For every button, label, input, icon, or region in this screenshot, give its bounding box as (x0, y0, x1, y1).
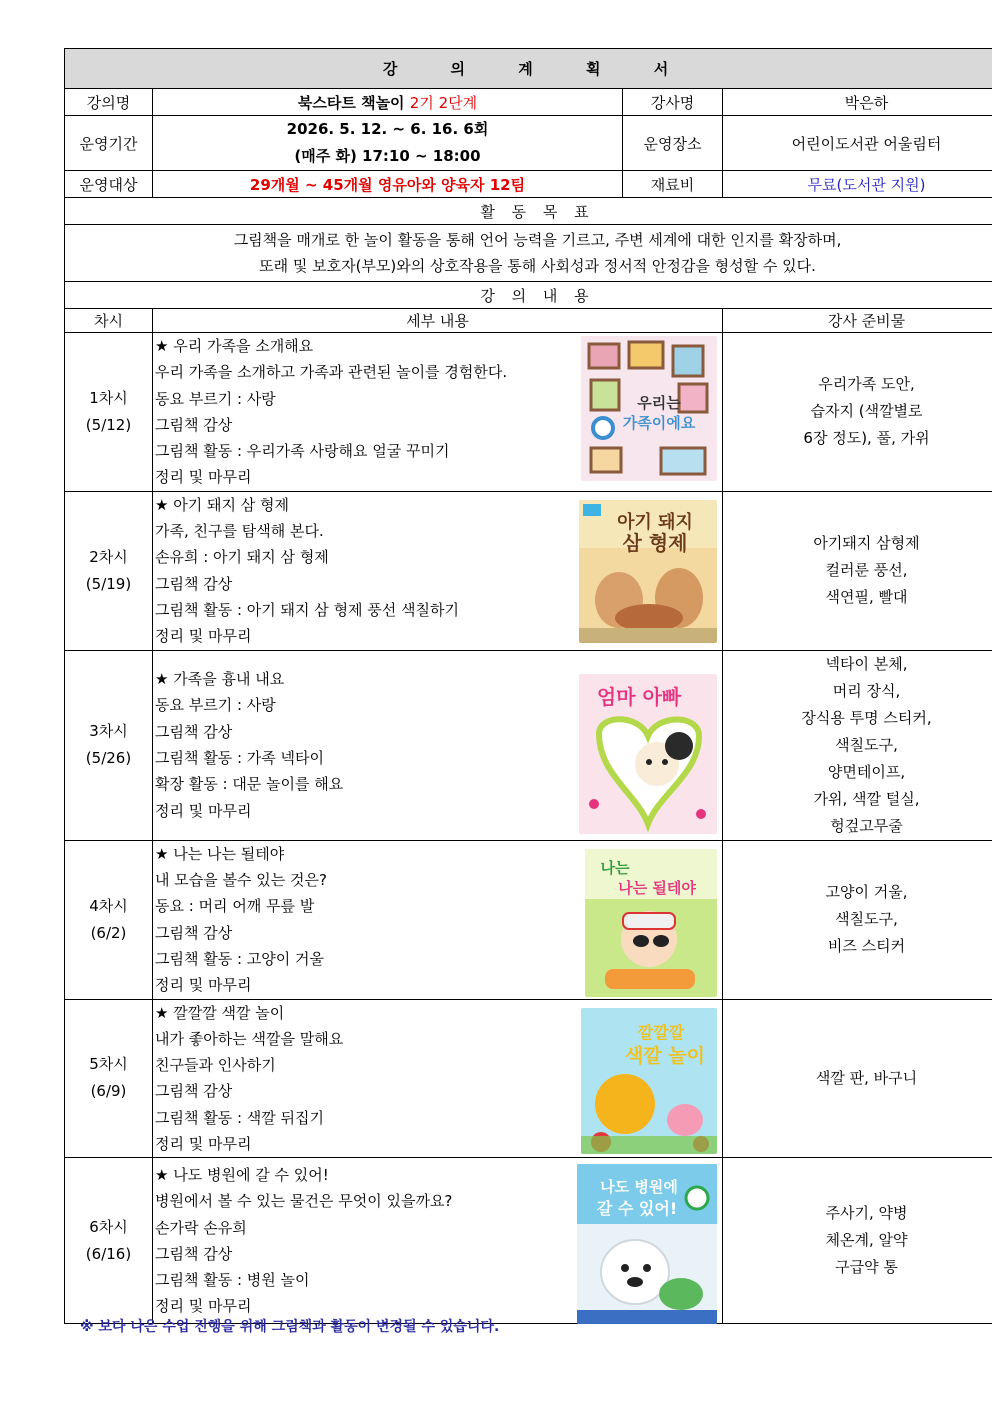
book-cover-hospital (577, 1164, 717, 1324)
session-prep: 아기돼지 삼형제 컬러룬 풍선, 색연필, 빨대 (723, 491, 992, 650)
session-prep: 넥타이 본체, 머리 장식, 장식용 투명 스티커, 색칠도구, 양면테이프, 가위, 색깔 털실, 헝겊고무줄 (723, 650, 992, 840)
session-row-4 (65, 840, 992, 999)
goal-text: 그림책을 매개로 한 놀이 활동을 통해 언어 능력을 기르고, 주변 세계에 대한 인지를 확장하며, 또래 및 보호자(부모)와의 상호작용을 통해 사회성과 정서적 안정감을 형성할 수 있다. (65, 225, 992, 282)
session-detail: ★ 나도 병원에 갈 수 있어! 병원에서 볼 수 있는 물건은 무엇이 있을까요? 손가락 손유희 그림책 감상 그림책 활동 : 병원 놀이 정리 및 마무리 나도 병원에 갈 수 있어! (153, 1158, 723, 1324)
session-cell: 1차시 (5/12) (65, 333, 153, 492)
svg-text:가족이에요: 가족이에요 (622, 414, 696, 432)
col-session-header: 차시 (65, 309, 153, 333)
session-cell: 6차시 (6/16) (65, 1158, 153, 1324)
book-cover-i-will-be (585, 849, 717, 997)
svg-text:깔깔깔: 깔깔깔 (637, 1022, 685, 1042)
target-value: 29개월 ~ 45개월 영유아와 양육자 12팀 (153, 171, 623, 198)
svg-text:갈 수 있어!: 갈 수 있어! (596, 1198, 678, 1218)
instructor-label: 강사명 (623, 89, 723, 116)
session-detail: ★ 가족을 흉내 내요 동요 부르기 : 사랑 그림책 감상 그림책 활동 : 가족 넥타이 확장 활동 : 대문 놀이를 해요 정리 및 마무리 엄마 아빠 (153, 650, 723, 840)
lecture-name-label: 강의명 (65, 89, 153, 116)
session-detail: ★ 나는 나는 될테야 내 모습을 볼수 있는 것은? 동요 : 머리 어깨 무릎 발 그림책 감상 그림책 활동 : 고양이 거울 정리 및 마무리 나는 나는 될테야 (153, 840, 723, 999)
svg-text:나는 될테야: 나는 될테야 (618, 878, 696, 897)
lecture-name-value: 북스타트 책놀이 2기 2단계 (153, 89, 623, 116)
goal-header: 활 동 목 표 (65, 198, 992, 225)
fee-label: 재료비 (623, 171, 723, 198)
session-cell: 4차시 (6/2) (65, 840, 153, 999)
session-row-6 (65, 1158, 992, 1324)
svg-text:삼 형제: 삼 형제 (622, 530, 688, 555)
session-cell: 5차시 (6/9) (65, 999, 153, 1158)
session-row-1 (65, 333, 992, 492)
book-cover-mom-dad (579, 674, 717, 834)
session-prep: 우리가족 도안, 습자지 (색깔별로 6장 정도), 풀, 가위 (723, 333, 992, 492)
period-label: 운영기간 (65, 116, 153, 171)
fee-value: 무료(도서관 지원) (723, 171, 992, 198)
session-detail: ★ 우리 가족을 소개해요 우리 가족을 소개하고 가족과 관련된 놀이를 경험한다. 동요 부르기 : 사랑 그림책 감상 그림책 활동 : 우리가족 사랑해요 얼굴 꾸미기 정리 및 마무리 우리는 가족이에요 (153, 333, 723, 492)
session-row-5 (65, 999, 992, 1158)
session-cell: 3차시 (5/26) (65, 650, 153, 840)
svg-text:나도 병원에: 나도 병원에 (600, 1177, 678, 1196)
session-cell: 2차시 (5/19) (65, 491, 153, 650)
change-notice: ※ 보다 나은 수업 진행을 위해 그림책과 활동이 변경될 수 있습니다. (80, 1319, 500, 1335)
instructor-value: 박은하 (723, 89, 992, 116)
svg-text:우리는: 우리는 (637, 394, 681, 412)
target-label: 운영대상 (65, 171, 153, 198)
book-cover-family (581, 336, 717, 481)
session-row-3 (65, 650, 992, 840)
col-prep-header: 강사 준비물 (723, 309, 992, 333)
content-header: 강 의 내 용 (65, 282, 992, 309)
session-prep: 주사기, 약병 체온계, 알약 구급약 통 (723, 1158, 992, 1324)
period-value: 2026. 5. 12. ~ 6. 16. 6회 (매주 화) 17:10 ~ 18:00 (153, 116, 623, 171)
document-title: 강 의 계 획 서 (65, 49, 992, 89)
session-detail: ★ 아기 돼지 삼 형제 가족, 친구를 탐색해 본다. 손유희 : 아기 돼지 삼 형제 그림책 감상 그림책 활동 : 아기 돼지 삼 형제 풍선 색칠하기 정리 및 마무리 아기 돼지 삼 형제 (153, 491, 723, 650)
book-cover-color-play (581, 1008, 717, 1154)
svg-text:아기 돼지: 아기 돼지 (617, 511, 693, 533)
venue-value: 어린이도서관 어울림터 (723, 116, 992, 171)
session-detail: ★ 깔깔깔 색깔 놀이 내가 좋아하는 색깔을 말해요 친구들과 인사하기 그림책 감상 그림책 활동 : 색깔 뒤집기 정리 및 마무리 깔깔깔 색깔 놀이 (153, 999, 723, 1158)
book-cover-three-pigs (579, 500, 717, 643)
svg-text:엄마 아빠: 엄마 아빠 (596, 685, 682, 710)
session-prep: 고양이 거울, 색칠도구, 비즈 스티커 (723, 840, 992, 999)
venue-label: 운영장소 (623, 116, 723, 171)
session-prep: 색깔 판, 바구니 (723, 999, 992, 1158)
lecture-plan-table (64, 48, 992, 1324)
svg-text:나는: 나는 (600, 858, 630, 877)
svg-text:색깔 놀이: 색깔 놀이 (624, 1044, 706, 1067)
col-detail-header: 세부 내용 (153, 309, 723, 333)
session-row-2 (65, 491, 992, 650)
